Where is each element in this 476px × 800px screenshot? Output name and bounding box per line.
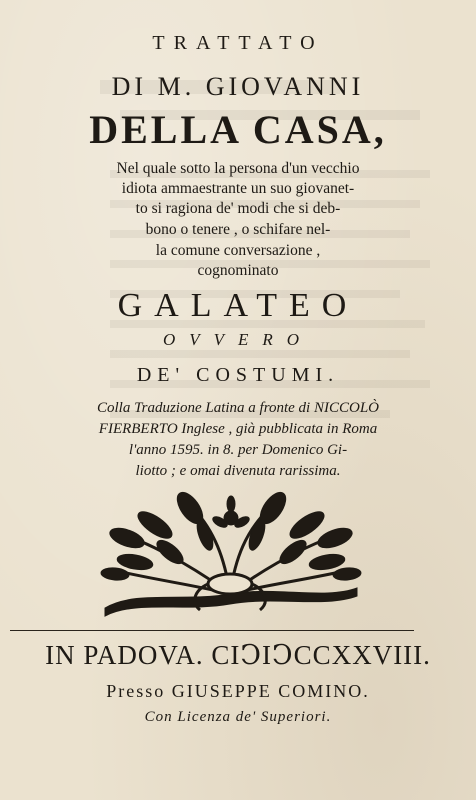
imprint-printer: Presso GIUSEPPE COMINO. <box>106 681 370 701</box>
heading-author-name: DELLA CASA, <box>89 107 387 152</box>
imprint-place-date: IN PADOVA. CIↃIↃCCXXVIII. <box>45 640 431 670</box>
description-line: la comune conversazione , <box>155 242 321 259</box>
subtitle: DE' COSTUMI. <box>136 364 340 386</box>
description-line: Nel quale sotto la persona d'un vecchio <box>116 160 360 177</box>
translation-note-line: FIERBERTO Inglese , già pubblicata in Roma <box>98 421 378 437</box>
translation-note-line: Colla Traduzione Latina a fronte di NICCOLÒ <box>97 400 379 416</box>
description-line: cognominato <box>197 262 279 279</box>
floral-woodcut-ornament-icon <box>95 490 365 620</box>
heading-author-prefix: DI M. GIOVANNI <box>111 72 365 101</box>
imprint-license: Con Licenza de' Superiori. <box>144 709 332 725</box>
description-line: idiota ammaestrante un suo giovanet- <box>121 180 355 197</box>
translation-note-line: liotto ; e omai divenuta rarissima. <box>135 463 341 479</box>
ovvero-connector: OVVERO <box>162 330 314 349</box>
heading-trattato: TRATTATO <box>152 32 324 54</box>
description-line: bono o tenere , o schifare nel- <box>145 221 331 238</box>
main-title: GALATEO <box>117 287 359 324</box>
imprint-divider-rule <box>10 630 414 631</box>
translation-note-line: l'anno 1595. in 8. per Domenico Gi- <box>128 442 348 458</box>
description-line: to si ragiona de' modi che si deb- <box>135 200 341 217</box>
